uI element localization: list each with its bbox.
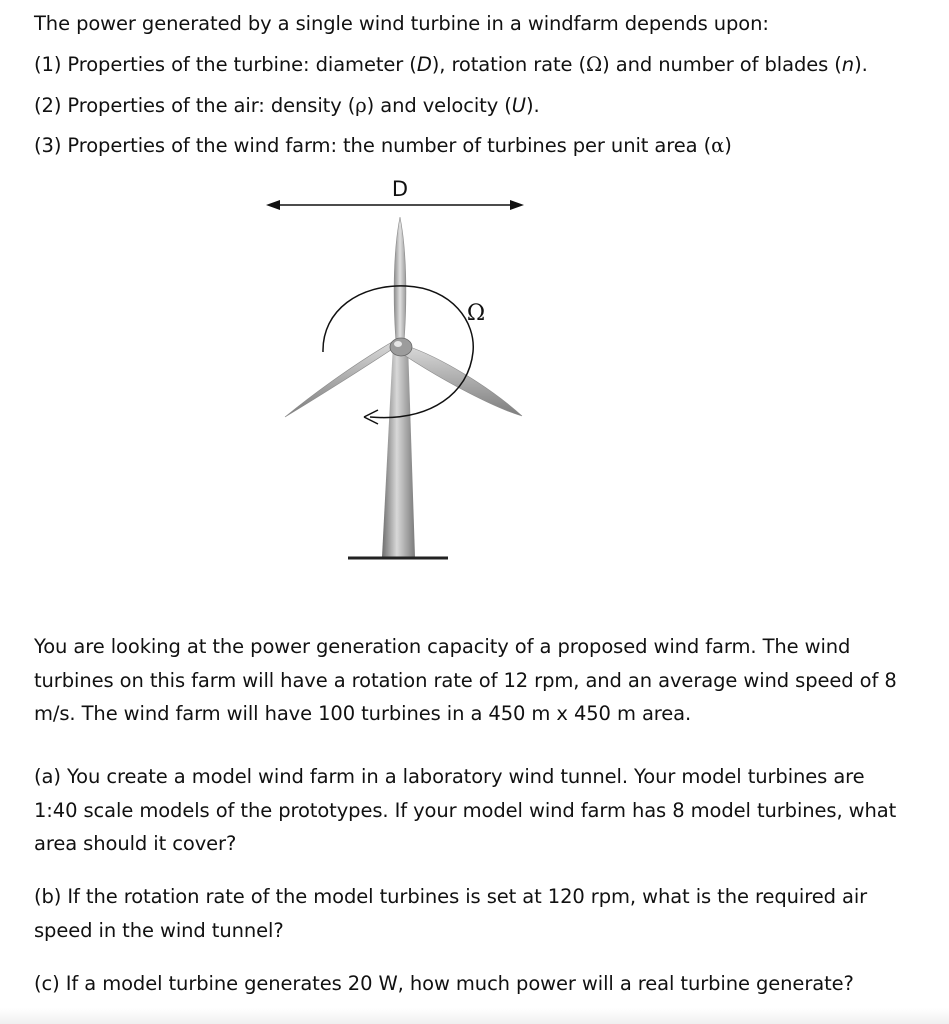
item-2 [34,89,540,123]
diameter-var: D [416,53,432,76]
wind-turbine-icon [240,172,560,572]
turbine-blade-left [285,342,394,417]
intro-line [34,7,769,41]
turbine-hub [390,338,412,356]
question-a: (a) You create a model wind farm in a laboratory wind tunnel. Your model turbines are 1:40 scale models of the prototypes. If your model wind farm has 8 model turbines, what area should it cover? [34,765,897,855]
intro-text: The power generated by a single wind turbine in a windfarm depends upon: [34,12,769,35]
blades-var: n [841,53,855,76]
turbine-tower [382,344,415,557]
problem-statement: You are looking at the power generation capacity of a proposed wind farm. The wind turbines on this farm will have a rotation rate of 12 rpm, and an average wind speed of 8 m/s. The wind farm will have 100 turbines in a 450 m x 450 m area. [34,635,897,725]
diameter-label: D [391,177,409,201]
page-bottom-edge [0,1008,949,1024]
item-1-mid1: ), rotation rate ( [431,53,587,76]
item-3 [34,129,732,163]
question-c: (c) If a model turbine generates 20 W, how much power will a real turbine generate? [34,972,854,995]
item-2-mid: ) and velocity ( [366,94,512,117]
rho-symbol: ρ [355,94,367,117]
item-2-prefix: (2) Properties of the air: density ( [34,94,356,117]
item-1-mid2: ) and number of blades ( [602,53,842,76]
item-3-suffix: ) [724,134,732,157]
item-1 [34,48,868,82]
item-1-prefix: (1) Properties of the turbine: diameter ( [34,53,417,76]
item-2-suffix: ). [525,94,540,117]
item-3-prefix: (3) Properties of the wind farm: the number of turbines per unit area ( [34,134,712,157]
question-b: (b) If the rotation rate of the model turbines is set at 120 rpm, what is the required air speed in the wind tunnel? [34,885,868,942]
velocity-var: U [511,94,526,117]
item-1-suffix: ). [854,53,868,76]
alpha-symbol: α [711,134,725,157]
diameter-arrow [266,200,524,210]
omega-symbol: Ω [586,53,603,76]
turbine-blade-top [394,217,406,342]
wind-turbine-figure [240,172,560,572]
rotation-label: Ω [466,301,486,326]
